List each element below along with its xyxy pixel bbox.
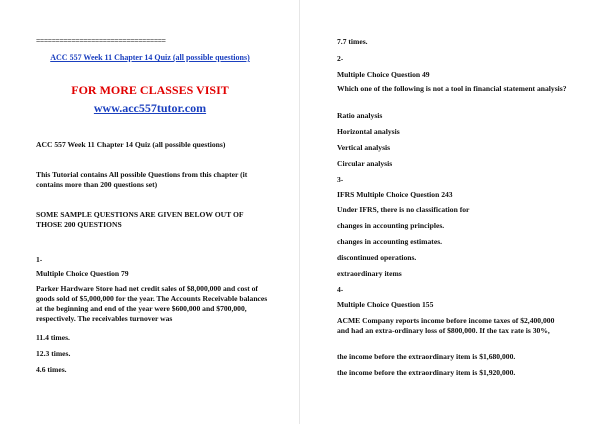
question-number: 3- — [337, 175, 344, 184]
answer-option: changes in accounting estimates. — [337, 237, 443, 246]
question-text: Parker Hardware Store had net credit sales of $8,000,000 and cost of goods sold of $5,000,000 for the year. The Accounts Receivable balances at the beginning and end of the year were $600,000 and $700,000, respectively. The receivables turnover was — [36, 284, 268, 323]
question-label: Multiple Choice Question 49 — [337, 70, 430, 79]
answer-option: 7.7 times. — [337, 37, 368, 46]
answer-option: the income before the extraordinary item is $1,680,000. — [337, 352, 516, 361]
answer-option: extraordinary items — [337, 269, 402, 278]
answer-option: Ratio analysis — [337, 111, 383, 120]
intro-paragraph: This Tutorial contains All possible Questions from this chapter (it contains more than 200 questions set) — [36, 170, 248, 189]
answer-option: 11.4 times. — [36, 333, 70, 342]
question-label: Multiple Choice Question 155 — [337, 300, 434, 309]
question-text: Which one of the following is not a tool in financial statement analysis? — [337, 84, 567, 93]
answer-option: Horizontal analysis — [337, 127, 400, 136]
answer-option: discontinued operations. — [337, 253, 417, 262]
sample-note: SOME SAMPLE QUESTIONS ARE GIVEN BELOW OUT OF THOSE 200 QUESTIONS — [36, 210, 244, 229]
question-text: ACME Company reports income before income taxes of $2,400,000 and had an extra-ordinary loss of $800,000. If the tax rate is 30%, — [337, 316, 555, 335]
question-number: 1- — [36, 255, 43, 264]
separator-rule: ================================= — [36, 36, 166, 45]
answer-option: the income before the extraordinary item is $1,920,000. — [337, 368, 516, 377]
question-text: Under IFRS, there is no classification for — [337, 205, 470, 214]
answer-option: changes in accounting principles. — [337, 221, 445, 230]
promo-heading: FOR MORE CLASSES VISIT — [71, 83, 229, 97]
answer-option: 12.3 times. — [36, 349, 71, 358]
answer-option: 4.6 times. — [36, 365, 67, 374]
question-label: IFRS Multiple Choice Question 243 — [337, 190, 453, 199]
document-title-link[interactable]: ACC 557 Week 11 Chapter 14 Quiz (all possible questions) — [50, 53, 250, 62]
answer-option: Circular analysis — [337, 159, 393, 168]
answer-option: Vertical analysis — [337, 143, 391, 152]
document-heading: ACC 557 Week 11 Chapter 14 Quiz (all possible questions) — [36, 140, 226, 149]
promo-website-link[interactable]: www.acc557tutor.com — [93, 101, 207, 115]
question-number: 2- — [337, 54, 344, 63]
question-label: Multiple Choice Question 79 — [36, 269, 129, 278]
question-number: 4- — [337, 285, 344, 294]
